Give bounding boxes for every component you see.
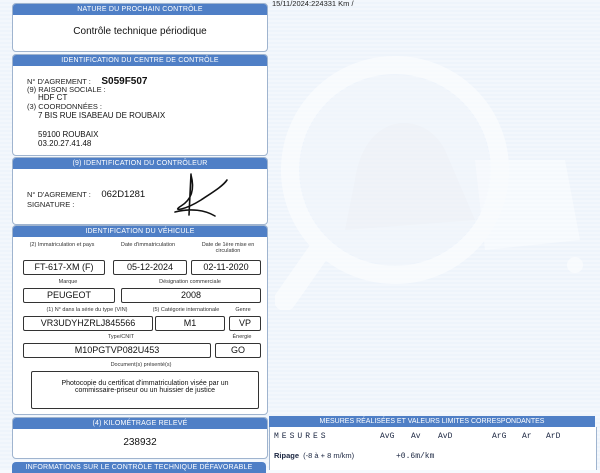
date-first-caption: Date de 1ère mise en circulation: [201, 242, 255, 254]
centre-agrement-value: S059F507: [101, 76, 148, 87]
immat-field: FT-617-XM (F): [23, 260, 105, 275]
controleur-agrement-value: 062D1281: [101, 189, 146, 200]
top-note: 15/11/2024:224331 Km /: [272, 0, 354, 8]
vin-caption: (1) N° dans la série du type (VIN): [46, 307, 128, 313]
categorie-caption: (5) Catégorie internationale: [152, 307, 220, 313]
controleur-box: [12, 157, 268, 225]
date-immat-field: 05-12-2024: [113, 260, 187, 275]
coordonnees-label: (3) COORDONNÉES :: [27, 102, 103, 111]
ripage-limit: (-8 à + 8 m/km): [303, 451, 355, 460]
centre-agrement-label: N° D'AGREMENT :: [27, 77, 91, 86]
controleur-header: (9) IDENTIFICATION DU CONTRÔLEUR: [13, 158, 267, 169]
marque-field: PEUGEOT: [23, 288, 115, 303]
phone-number: 03.20.27.41.48: [38, 139, 92, 148]
date-immat-caption: Date d'immatriculation: [120, 242, 176, 248]
kilometrage-header: (4) KILOMÉTRAGE RELEVÉ: [13, 418, 267, 429]
centre-header: IDENTIFICATION DU CENTRE DE CONTRÔLE: [13, 55, 267, 66]
designation-field: 2008: [121, 288, 261, 303]
prochain-controle-value: Contrôle technique périodique: [73, 26, 207, 37]
prochain-controle-header: NATURE DU PROCHAIN CONTRÔLE: [13, 4, 267, 15]
kilometrage-value: 238932: [123, 437, 157, 448]
address-line-2: 59100 ROUBAIX: [38, 130, 99, 139]
energie-caption: Énergie: [232, 334, 252, 340]
col-ar: Ar: [522, 432, 532, 441]
docs-line-1: Photocopie du certificat d'immatriculation visée par un: [61, 380, 229, 387]
mesures-col-label: MESURES: [274, 432, 329, 441]
kilometrage-box: [12, 417, 268, 459]
col-avg: AvG: [380, 432, 395, 441]
raison-sociale-label: (9) RAISON SOCIALE :: [27, 85, 106, 94]
col-avd: AvD: [438, 432, 453, 441]
ripage-value: +0.6m/km: [396, 452, 435, 461]
controleur-agrement-label: N° D'AGREMENT :: [27, 190, 91, 199]
vin-field: VR3UDYHZRLJ845566: [23, 316, 153, 331]
signature-image: [161, 170, 231, 222]
col-ard: ArD: [546, 432, 561, 441]
type-field: M10PGTVP082U453: [23, 343, 211, 358]
genre-field: VP: [229, 316, 261, 331]
prochain-controle-box: [12, 3, 268, 52]
col-av: Av: [411, 432, 421, 441]
mesures-header: MESURES RÉALISÉES ET VALEURS LIMITES CORRESPONDANTES: [269, 416, 595, 427]
docs-field: [31, 371, 259, 409]
designation-caption: Désignation commerciale: [159, 279, 221, 285]
docs-line-2: commissaire-priseur ou un huissier de justice: [74, 387, 216, 394]
signature-label: SIGNATURE :: [27, 200, 75, 209]
col-arg: ArG: [492, 432, 507, 441]
defavorable-header: INFORMATIONS SUR LE CONTRÔLE TECHNIQUE DÉFAVORABLE: [12, 462, 266, 473]
ripage-label: Ripage: [274, 451, 300, 460]
address-line-1: 7 BIS RUE ISABEAU DE ROUBAIX: [38, 111, 166, 120]
docs-caption: Document(s) présenté(s): [110, 362, 172, 368]
vehicule-header: IDENTIFICATION DU VÉHICULE: [13, 226, 267, 237]
immat-caption: (2) Immatriculation et pays: [29, 242, 95, 248]
raison-sociale-value: HDF CT: [38, 93, 68, 102]
centre-box: [12, 54, 268, 156]
genre-caption: Genre: [235, 307, 251, 313]
energie-field: GO: [215, 343, 261, 358]
marque-caption: Marque: [58, 279, 78, 285]
mesures-table: [269, 427, 597, 470]
type-caption: Type/CNIT: [107, 334, 135, 340]
magnifier-watermark-icon: [275, 50, 595, 310]
categorie-field: M1: [155, 316, 225, 331]
date-first-field: 02-11-2020: [191, 260, 261, 275]
vehicule-box: [12, 225, 268, 415]
